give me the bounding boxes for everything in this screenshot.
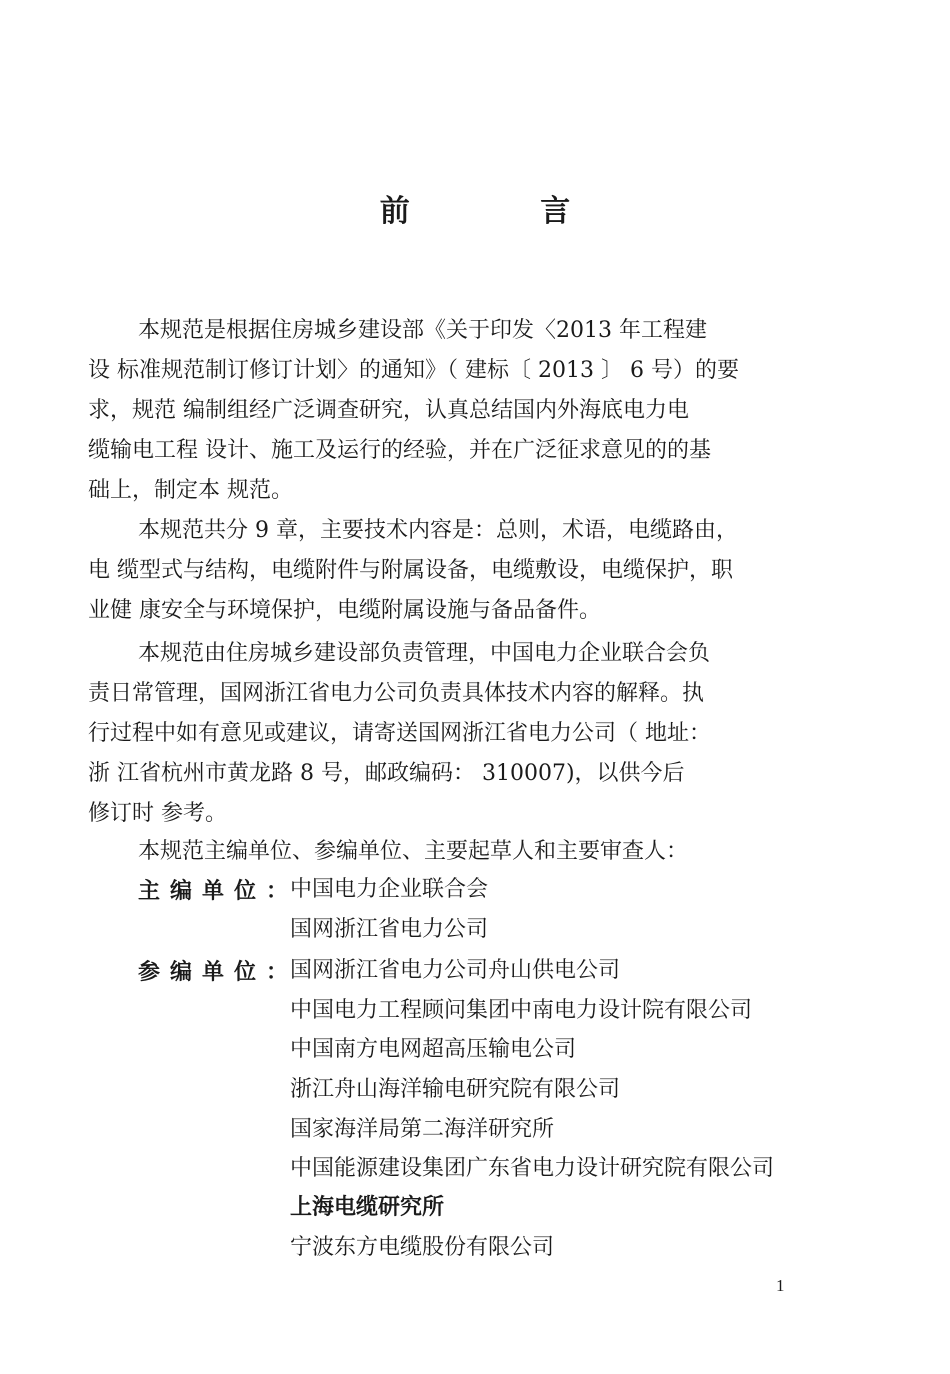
text-line: 电 缆型式与结构，电缆附件与附属设备，电缆敷设，电缆保护，职 — [88, 558, 733, 583]
participating-unit-item: 国家海洋局第二海洋研究所 — [290, 1117, 555, 1142]
text-line: 业健 康安全与环境保护，电缆附属设施与备品备件。 — [88, 598, 601, 623]
preface-paragraph-2 — [88, 511, 828, 631]
text-line: 求，规范 编制组经广泛调查研究，认真总结国内外海底电力电 — [88, 398, 689, 423]
label-colon: ： — [266, 879, 289, 904]
label-text: 参编单位 — [138, 960, 267, 985]
participating-unit-item: 上海电缆研究所 — [290, 1195, 445, 1220]
participating-unit-item: 宁波东方电缆股份有限公司 — [290, 1235, 555, 1260]
text-line: 责日常管理，国网浙江省电力公司负责具体技术内容的解释。执 — [88, 681, 705, 706]
preface-paragraph-3 — [88, 634, 828, 834]
text-line: 设 标准规范制订修订计划〉的通知》（ 建标〔 2013 〕 6 号）的要 — [88, 358, 739, 383]
preface-paragraph-1 — [88, 311, 828, 511]
participating-units-section — [138, 951, 838, 1271]
participating-unit-item: 中国南方电网超高压输电公司 — [290, 1037, 577, 1062]
text-line: 浙 江省杭州市黄龙路 8 号，邮政编码： 310007)，以供今后 — [88, 761, 685, 786]
chief-unit-item: 中国电力企业联合会 — [290, 877, 489, 902]
participating-unit-item: 中国电力工程顾问集团中南电力设计院有限公司 — [290, 998, 753, 1023]
text-line: 行过程中如有意见或建议，请寄送国网浙江省电力公司（ 地址： — [88, 721, 711, 746]
text-line: 缆输电工程 设计、施工及运行的经验，并在广泛征求意见的的基 — [88, 438, 711, 463]
text-line: 本规范是根据住房城乡建设部《关于印发〈2013 年工程建 — [138, 318, 707, 343]
chief-units-label — [138, 874, 288, 905]
text-line: 本规范主编单位、参编单位、主要起草人和主要审查人： — [138, 839, 689, 864]
label-text: 主编单位 — [138, 879, 267, 904]
text-line: 本规范共分 9 章，主要技术内容是：总则，术语，电缆路由， — [138, 518, 738, 543]
text-line: 础上，制定本 规范。 — [88, 478, 293, 503]
preface-paragraph-4 — [88, 832, 828, 872]
page-number: 1 — [776, 1276, 785, 1295]
chief-units-section — [138, 870, 838, 950]
page-title: 前 言 — [379, 194, 631, 229]
participating-unit-item: 国网浙江省电力公司舟山供电公司 — [290, 958, 621, 983]
participating-units-label — [138, 955, 288, 986]
text-line: 修订时 参考。 — [88, 801, 227, 826]
chief-unit-item: 国网浙江省电力公司 — [290, 917, 489, 942]
participating-unit-item: 浙江舟山海洋输电研究院有限公司 — [290, 1077, 621, 1102]
participating-unit-item: 中国能源建设集团广东省电力设计研究院有限公司 — [290, 1156, 775, 1181]
label-colon: ： — [266, 960, 289, 985]
text-line: 本规范由住房城乡建设部负责管理，中国电力企业联合会负 — [138, 641, 711, 666]
